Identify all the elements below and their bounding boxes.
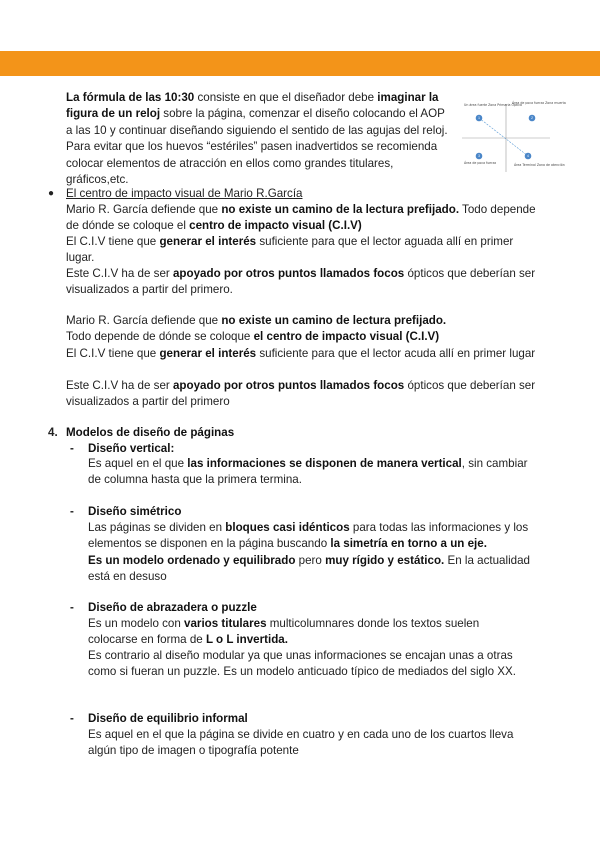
- section-number: 4.: [48, 426, 58, 439]
- svg-text:2: 2: [531, 116, 533, 121]
- diagram-label-bottom-left: Área de poca fuerza: [464, 161, 497, 165]
- puzzle-title: Diseño de abrazadera o puzzle: [88, 601, 257, 614]
- dash-vertical: -: [70, 442, 74, 455]
- informal-text: Es aquel en el que la página se divide en cuatro y en cada uno de los cuartos lleva algún tipo de imagen o tipografía potente: [88, 728, 514, 758]
- section-heading: Modelos de diseño de páginas: [66, 426, 235, 439]
- civ-paragraph-5: El C.I.V tiene que generar el interés suficiente para que el lector acuda allí en primer lugar: [66, 347, 536, 360]
- svg-text:4: 4: [527, 154, 529, 159]
- dash-puzzle: -: [70, 601, 74, 614]
- svg-text:1: 1: [478, 116, 480, 121]
- clock-diagram: [462, 98, 566, 172]
- dash-symmetric: -: [70, 505, 74, 518]
- diagram-label-top-right: Área de poca fuerza Zona muerta: [512, 101, 566, 105]
- civ-paragraph-1: Mario R. García defiende que no existe un camino de la lectura prefijado. Todo depende de dónde se coloque el centro de impacto visual (C.I.V): [66, 203, 536, 233]
- diagram-point-3: [476, 153, 483, 160]
- diagram-point-4: [525, 153, 532, 160]
- civ-title: El centro de impacto visual de Mario R.García: [66, 187, 303, 200]
- diagram-point-2: [529, 115, 536, 122]
- puzzle-text-2: Es contrario al diseño modular ya que unas informaciones se encajan unas a otras como si fueran un puzzle. Es un modelo anticuado típico de mediados del siglo XX.: [88, 649, 516, 679]
- symmetric-text: Las páginas se dividen en bloques casi idénticos para todas las informaciones y los elementos se disponen en la página buscando la simetría en torno a un eje. Es un modelo ordenado y equilibrado pero muy rígido y estático. En la actualidad está en desuso: [88, 521, 530, 584]
- diagram-label-bottom-right: Área Terminal Zona de atención: [514, 163, 565, 167]
- header-bar: [0, 51, 600, 76]
- puzzle-text-1: Es un modelo con varios titulares multicolumnares donde los textos suelen colocarse en forma de L o L invertida.: [88, 617, 480, 647]
- civ-paragraph-6: Este C.I.V ha de ser apoyado por otros puntos llamados focos ópticos que deberían ser visualizados a partir del primero: [66, 379, 536, 409]
- diagram-point-1: [476, 115, 483, 122]
- civ-paragraph-4: Mario R. García defiende que no existe un camino de lectura prefijado. Todo depende de dónde se coloque el centro de impacto visual (C.I.V): [66, 314, 447, 344]
- dash-informal: -: [70, 712, 74, 725]
- bullet-icon: ●: [48, 188, 55, 199]
- civ-paragraph-3: Este C.I.V ha de ser apoyado por otros puntos llamados focos ópticos que deberían ser visualizados a partir del primero.: [66, 267, 536, 297]
- informal-title: Diseño de equilibrio informal: [88, 712, 248, 725]
- vertical-text: Es aquel en el que las informaciones se disponen de manera vertical, sin cambiar de columna hasta que la primera termina.: [88, 457, 528, 487]
- intro-paragraph: La fórmula de las 10:30 consiste en que el diseñador debe imaginar la figura de un reloj sobre la página, comenzar el diseño colocando el AOP a las 10 y continuar diseñando siguiendo el sentido de las agujas del reloj. Para evitar que los huevos “estériles” pasen inadvertidos se recomienda colocar elementos de atracción en ellos como grandes titulares, gráficos,etc.: [66, 91, 448, 187]
- symmetric-title: Diseño simétrico: [88, 505, 182, 518]
- svg-text:3: 3: [478, 154, 480, 159]
- diagram-label-top-left: Un área fuerte Zona Primaria Óptica: [464, 103, 522, 107]
- vertical-title: Diseño vertical:: [88, 442, 175, 455]
- civ-paragraph-2: El C.I.V tiene que generar el interés suficiente para que el lector aguada allí en primer lugar.: [66, 235, 514, 265]
